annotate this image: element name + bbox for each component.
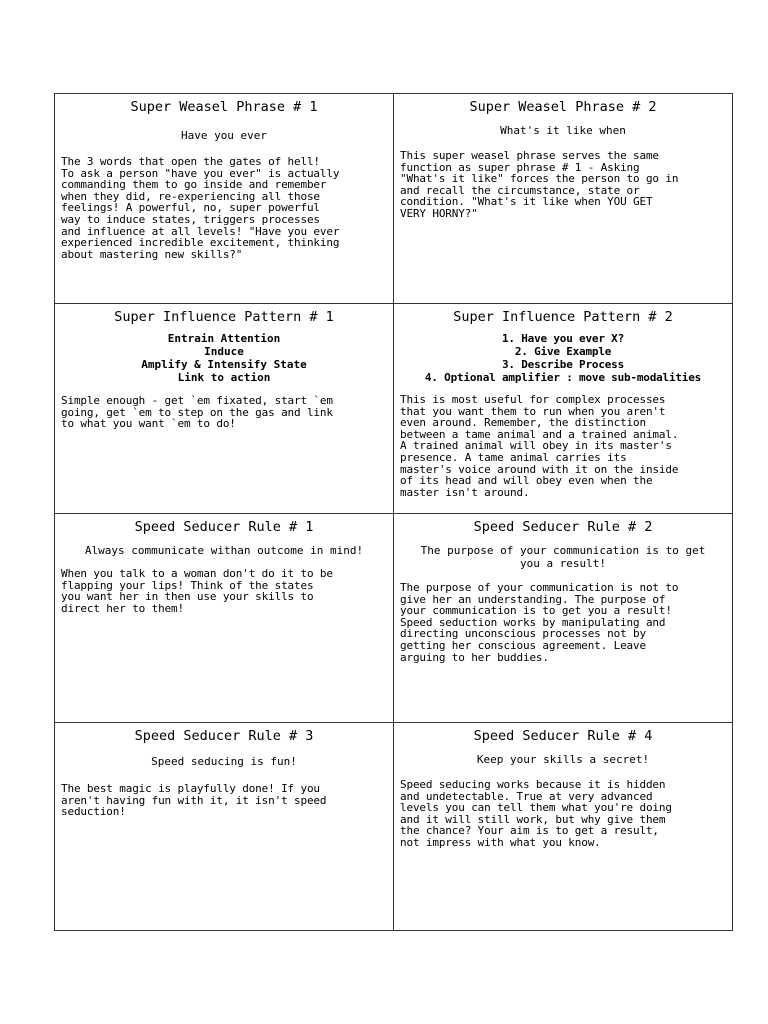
card-super-influence-pattern-1 (55, 304, 394, 514)
card-body: This is most useful for complex processes that you want them to run when you aren't even around. Remember, the distinction between a tame animal and a trained animal. A trained animal will obey in its master's presence. A tame animal carries its master's voice around with it on the inside of its head and will obey even when the master isn't around. (400, 393, 679, 499)
card-subtitle: 1. Have you ever X? 2. Give Example 3. Describe Process 4. Optional amplifier : move sub-modalities (424, 332, 702, 384)
card-body: Speed seducing works because it is hidden and undetectable. True at very advanced levels you can tell them what you're doing and it will still work, but why give them the chance? Your aim is to get a result, not impress with what you know. (400, 778, 672, 849)
card-title: Super Influence Pattern # 2 (453, 309, 673, 325)
card-title: Super Weasel Phrase # 2 (469, 99, 657, 115)
card-subtitle: Speed seducing is fun! (151, 755, 297, 768)
card-body: The purpose of your communication is not to give her an understanding. The purpose of your communication is to get you a result! Speed seduction works by manipulating and directing unconscious processes not by getting her conscious agreement. Leave arguing to her buddies. (400, 581, 679, 664)
card-super-weasel-phrase-1 (55, 94, 394, 304)
card-speed-seducer-rule-3 (55, 723, 394, 930)
card-subtitle: The purpose of your communication is to get you a result! (420, 544, 706, 570)
card-title: Speed Seducer Rule # 4 (473, 728, 653, 744)
card-super-weasel-phrase-2 (394, 94, 732, 304)
card-subtitle: Keep your skills a secret! (476, 753, 650, 766)
card-title: Speed Seducer Rule # 3 (134, 728, 314, 744)
card-body: This super weasel phrase serves the same function as super phrase # 1 - Asking "What's it like" forces the person to go in and recall the circumstance, state or condition. "What's it like when YOU GET VERY HORNY?" (400, 149, 679, 220)
card-title: Super Weasel Phrase # 1 (130, 99, 318, 115)
card-title: Speed Seducer Rule # 2 (473, 519, 653, 535)
card-subtitle: Entrain Attention Induce Amplify & Intensify State Link to action (141, 332, 307, 384)
card-body: The 3 words that open the gates of hell! To ask a person "have you ever" is actually commanding them to go inside and remember when they did, re-experiencing all those feelings! A powerful, no, super powerful way to induce states, triggers processes and influence at all levels! "Have you ever experienced incredible excitement, thinking about mastering new skills?" (61, 155, 340, 261)
card-speed-seducer-rule-2 (394, 514, 732, 723)
card-speed-seducer-rule-1 (55, 514, 394, 723)
card-body: When you talk to a woman don't do it to be flapping your lips! Think of the states you want her in then use your skills to direct her to them! (61, 567, 333, 615)
card-subtitle: Have you ever (180, 129, 268, 142)
card-grid (54, 93, 733, 931)
card-body: Simple enough - get `em fixated, start `em going, get `em to step on the gas and link to what you want `em to do! (61, 394, 333, 431)
card-body: The best magic is playfully done! If you aren't having fun with it, it isn't speed seduction! (61, 782, 327, 819)
card-super-influence-pattern-2 (394, 304, 732, 514)
card-title: Super Influence Pattern # 1 (114, 309, 334, 325)
card-title: Speed Seducer Rule # 1 (134, 519, 314, 535)
card-subtitle: What's it like when (500, 124, 626, 137)
card-subtitle: Always communicate withan outcome in mind! (84, 544, 364, 557)
card-speed-seducer-rule-4 (394, 723, 732, 930)
